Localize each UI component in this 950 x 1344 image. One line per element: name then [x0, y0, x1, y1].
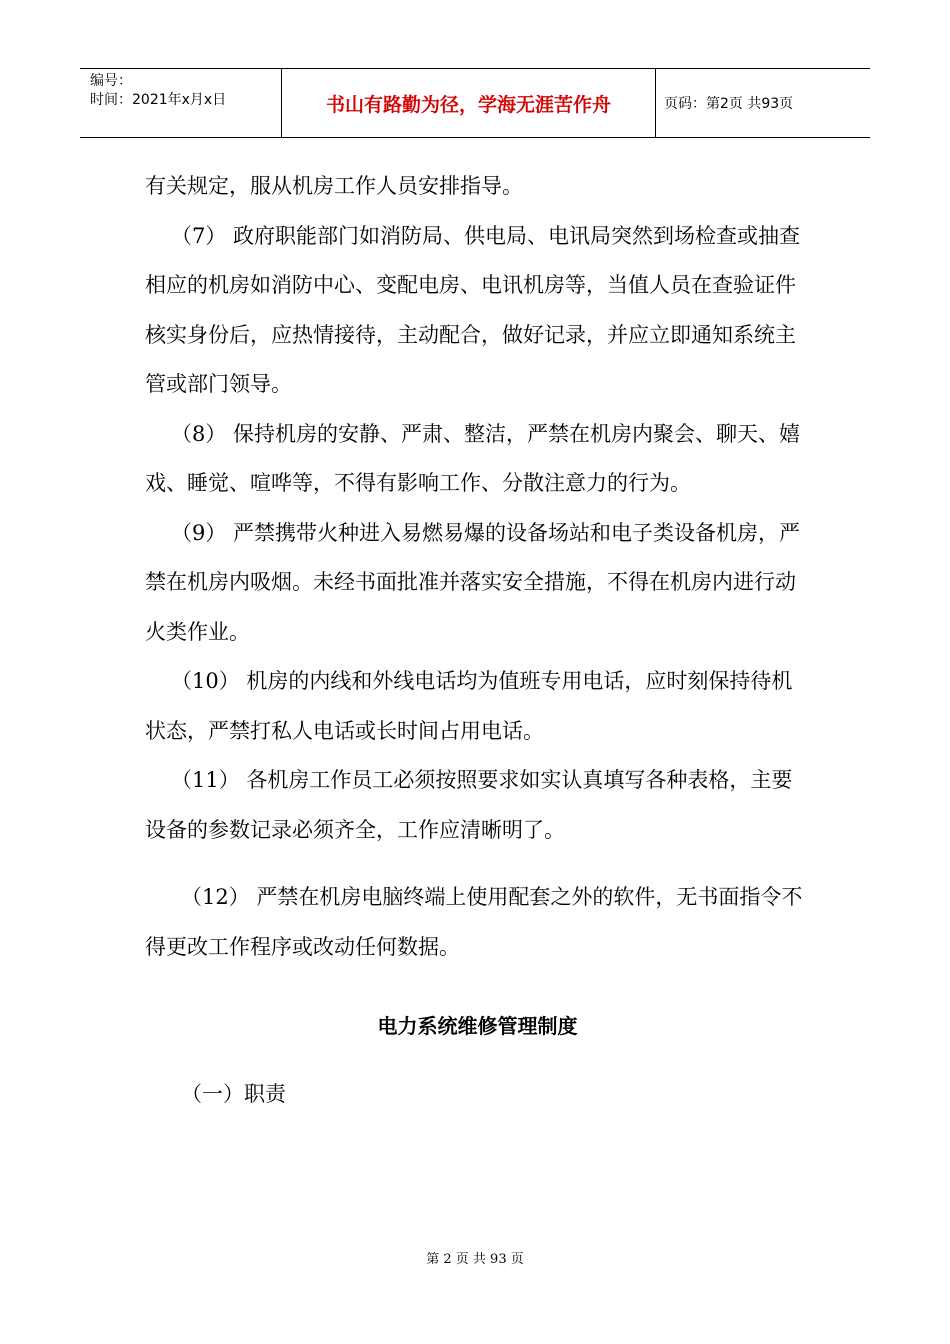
page-footer: 第 2 页 共 93 页 — [426, 1252, 524, 1267]
header-meta — [80, 69, 282, 137]
paragraph-item-11: （11） 各机房工作员工必须按照要求如实认真填写各种表格，主要设备的参数记录必须齐全，工作应清晰明了。 — [145, 768, 793, 842]
document-body — [145, 162, 810, 1114]
header-motto: 书山有路勤为径，学海无涯苦作舟 — [282, 69, 656, 137]
section-title: 电力系统维修管理制度 — [377, 1014, 578, 1038]
header-page-info: 页码：第2页 共93页 — [664, 96, 794, 112]
paragraph-item-9: （9） 严禁携带火种进入易燃易爆的设备场站和电子类设备机房，严禁在机房内吸烟。未经书面批准并落实安全措施，不得在机房内进行动火类作业。 — [145, 520, 801, 644]
page-header — [80, 68, 870, 138]
paragraph-item-8: （8） 保持机房的安静、严肃、整洁，严禁在机房内聚会、聊天、嬉戏、睡觉、喧哗等，不得有影响工作、分散注意力的行为。 — [145, 421, 801, 495]
paragraph-continuation: 有关规定，服从机房工作人员安排指导。 — [145, 174, 523, 198]
paragraph-item-12: （12） 严禁在机房电脑终端上使用配套之外的软件，无书面指令不得更改工作程序或改动任何数据。 — [145, 885, 803, 959]
subsection-heading: （一）职责 — [181, 1082, 286, 1106]
doc-number-label: 编号： — [90, 73, 132, 89]
paragraph-item-10: （10） 机房的内线和外线电话均为值班专用电话，应时刻保持待机状态，严禁打私人电话或长时间占用电话。 — [145, 669, 793, 743]
paragraph-item-7: （7） 政府职能部门如消防局、供电局、电讯局突然到场检查或抽查相应的机房如消防中心、变配电房、电讯机房等，当值人员在查验证件核实身份后，应热情接待，主动配合，做好记录，并应立即通知系统主管或部门领导。 — [145, 223, 801, 396]
time-label: 时间：2021年x月x日 — [90, 92, 227, 108]
